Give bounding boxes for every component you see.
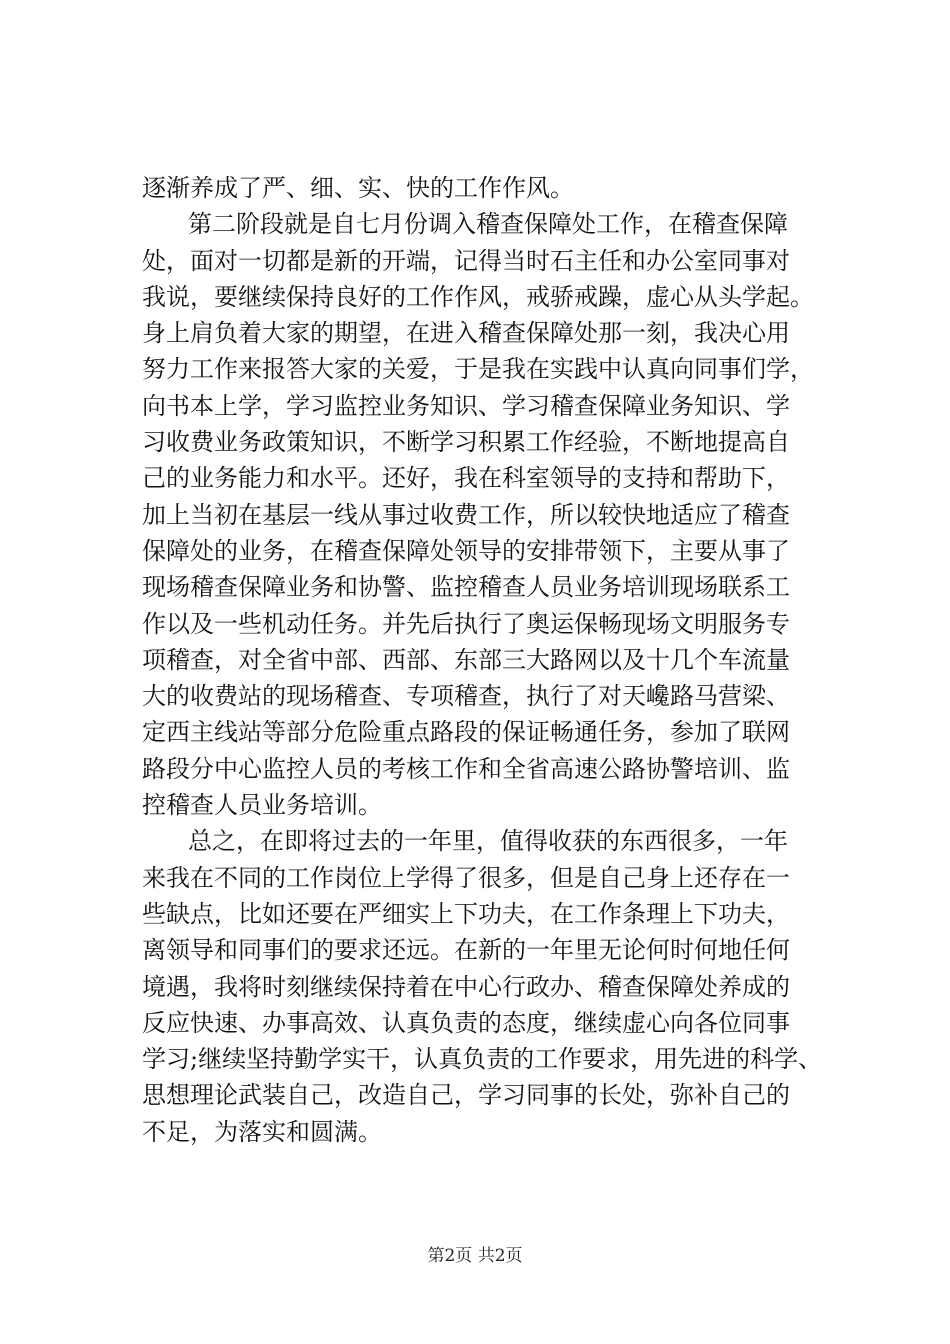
text-line: 处，面对一切都是新的开端，记得当时石主任和办公室同事对 xyxy=(142,246,790,275)
text-line: 学习;继续坚持勤学实干，认真负责的工作要求，用先进的科学、 xyxy=(142,1045,823,1074)
text-line: 境遇，我将时刻继续保持着在中心行政办、稽查保障处养成的 xyxy=(142,972,790,1001)
text-line: 向书本上学，学习监控业务知识、学习稽查保障业务知识、学 xyxy=(142,391,790,420)
text-line: 大的收费站的现场稽查、专项稽查，执行了对天巉路马营梁、 xyxy=(142,682,790,711)
text-line: 加上当初在基层一线从事过收费工作，所以较快地适应了稽查 xyxy=(142,500,790,529)
page-number-label: 第2页 共2页 xyxy=(427,1246,523,1266)
paragraph-start-line: 第二阶段就是自七月份调入稽查保障处工作，在稽查保障 xyxy=(188,210,788,239)
text-line: 我说，要继续保持良好的工作作风，戒骄戒躁，虚心从头学起。 xyxy=(142,282,814,311)
text-line: 项稽查，对全省中部、西部、东部三大路网以及十几个车流量 xyxy=(142,645,790,674)
text-line: 身上肩负着大家的期望，在进入稽查保障处那一刻，我决心用 xyxy=(142,319,790,348)
text-line: 保障处的业务，在稽查保障处领导的安排带领下，主要从事了 xyxy=(142,536,790,565)
text-line: 己的业务能力和水平。还好，我在科室领导的支持和帮助下， xyxy=(142,464,790,493)
text-line: 现场稽查保障业务和协警、监控稽查人员业务培训现场联系工 xyxy=(142,573,790,602)
text-line: 反应快速、办事高效、认真负责的态度，继续虚心向各位同事 xyxy=(142,1008,790,1037)
text-line: 努力工作来报答大家的关爱，于是我在实践中认真向同事们学， xyxy=(142,355,814,384)
text-line: 逐渐养成了严、细、实、快的工作作风。 xyxy=(142,174,574,202)
text-line: 些缺点，比如还要在严细实上下功夫，在工作条理上下功夫， xyxy=(142,899,790,928)
text-line: 不足，为落实和圆满。 xyxy=(142,1117,382,1146)
text-line: 思想理论武装自己，改造自己，学习同事的长处，弥补自己的 xyxy=(142,1081,790,1110)
text-line: 离领导和同事们的要求还远。在新的一年里无论何时何地任何 xyxy=(142,936,790,965)
text-line: 路段分中心监控人员的考核工作和全省高速公路协警培训、监 xyxy=(142,754,790,783)
page-footer xyxy=(0,1245,950,1267)
text-line: 控稽查人员业务培训。 xyxy=(142,791,382,820)
text-line: 习收费业务政策知识，不断学习积累工作经验，不断地提高自 xyxy=(142,428,790,457)
text-line: 来我在不同的工作岗位上学得了很多，但是自己身上还存在一 xyxy=(142,863,790,892)
paragraph-start-line: 总之，在即将过去的一年里，值得收获的东西很多，一年 xyxy=(188,827,788,856)
text-line: 定西主线站等部分危险重点路段的保证畅通任务，参加了联网 xyxy=(142,718,790,747)
text-line: 作以及一些机动任务。并先后执行了奥运保畅现场文明服务专 xyxy=(142,609,790,638)
document-body xyxy=(142,170,822,1150)
